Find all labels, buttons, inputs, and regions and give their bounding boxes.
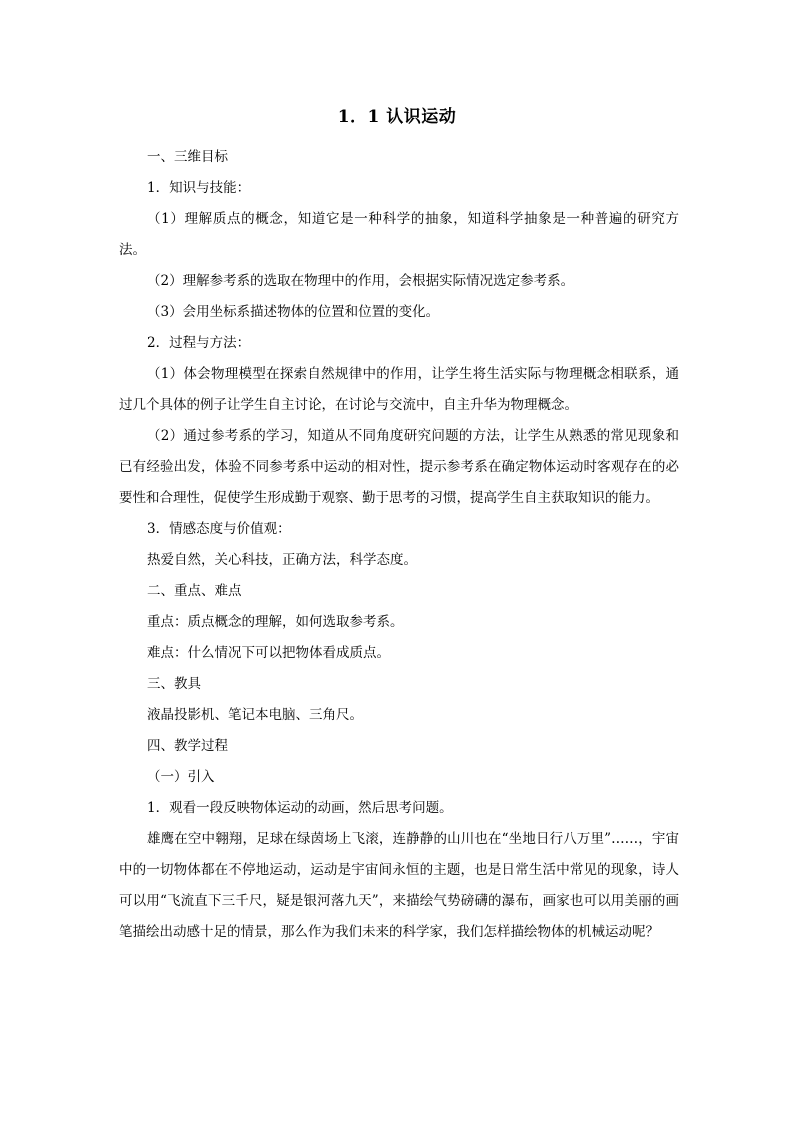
paragraph-key-point: 重点：质点概念的理解，如何选取参考系。	[147, 614, 404, 630]
paragraph-difficult-point: 难点：什么情况下可以把物体看成质点。	[147, 645, 390, 661]
paragraph-reference-frame: （2）理解参考系的选取在物理中的作用，会根据实际情况选定参考系。	[147, 273, 575, 289]
paragraph-reference-frame-learning: （2）通过参考系的学习，知道从不同角度研究问题的方法，让学生从熟悉的常见现象和已有经验出发，体验不同参考系中运动的相对性，提示参考系在确定物体运动时客观存在的必要性和合理性，促使学生形成勤于观察、勤于思考的习惯，提高学生自主获取知识的能力。	[119, 428, 679, 506]
paragraph-attitude: 热爱自然，关心科技，正确方法，科学态度。	[147, 552, 417, 568]
paragraph-teaching-aids: 液晶投影机、笔记本电脑、三角尺。	[147, 707, 363, 723]
paragraph-particle-concept: （1）理解质点的概念，知道它是一种科学的抽象，知道科学抽象是一种普遍的研究方法。	[119, 211, 679, 258]
section-heading-teaching-aids: 三、教具	[147, 676, 201, 692]
paragraph-eagle-passage: 雄鹰在空中翱翔，足球在绿茵场上飞滚，连静静的山川也在“坐地日行八万里”……，宇宙中的一切物体都在不停地运动，运动是宇宙间永恒的主题，也是日常生活中常见的现象，诗人可以用“飞流直下三千尺，疑是银河落九天”，来描绘气势磅礴的瀑布，画家也可以用美丽的画笔描绘出动感十足的情景，那么作为我们未来的科学家，我们怎样描绘物体的机械运动呢？	[119, 831, 679, 940]
section-heading-teaching-process: 四、教学过程	[147, 738, 228, 754]
section-heading-objectives: 一、三维目标	[147, 149, 228, 165]
subheading-introduction: （一）引入	[147, 769, 215, 785]
document-title: 1．1 认识运动	[337, 107, 457, 127]
document-body	[119, 142, 679, 948]
subheading-knowledge-skills: 1．知识与技能：	[147, 180, 251, 196]
paragraph-watch-animation: 1．观看一段反映物体运动的动画，然后思考问题。	[147, 800, 453, 816]
paragraph-coordinate-system: （3）会用坐标系描述物体的位置和位置的变化。	[147, 304, 440, 320]
subheading-process-methods: 2．过程与方法：	[147, 335, 251, 351]
subheading-attitude-values: 3．情感态度与价值观：	[147, 521, 291, 537]
paragraph-physical-model: （1）体会物理模型在探索自然规律中的作用，让学生将生活实际与物理概念相联系，通过几个具体的例子让学生自主讨论，在讨论与交流中，自主升华为物理概念。	[119, 366, 679, 413]
section-heading-key-points: 二、重点、难点	[147, 583, 242, 599]
